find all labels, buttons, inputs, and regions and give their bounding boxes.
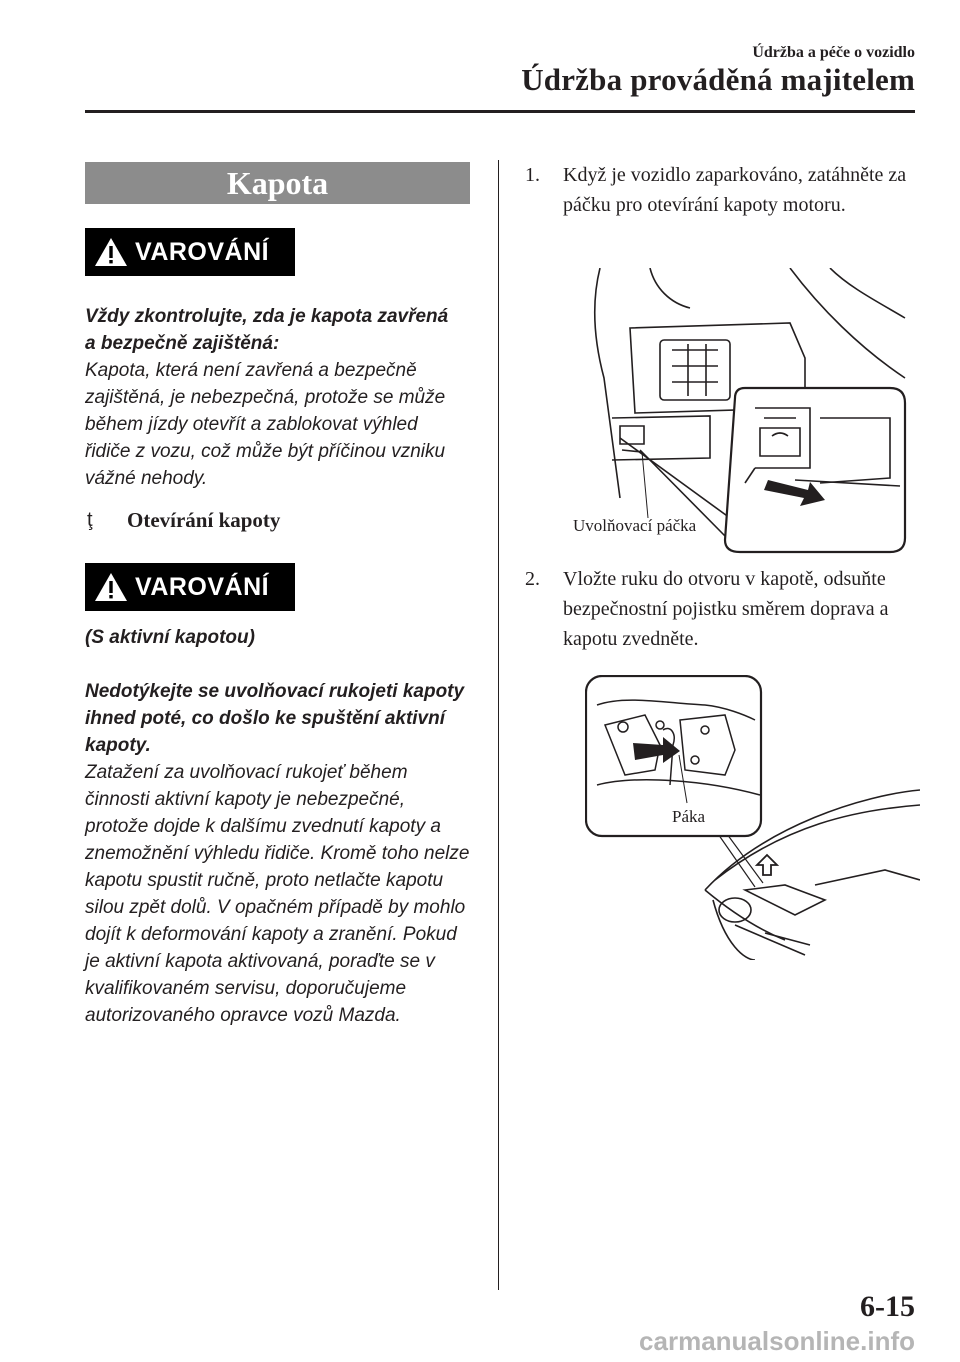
subsection-heading <box>87 508 280 533</box>
magnifier-circle <box>725 388 905 552</box>
up-arrow-icon <box>757 855 777 875</box>
figure2-label: Páka <box>672 807 706 826</box>
warning-text-1 <box>85 303 480 492</box>
subsection-title: Otevírání kapoty <box>127 508 281 532</box>
warning-condition-2: (S aktivní kapotou) <box>85 627 255 648</box>
warning-text-2 <box>85 624 480 1029</box>
section-title-bar <box>85 162 470 204</box>
watermark-footer: carmanualsonline.info <box>639 1326 915 1356</box>
step-text: Když je vozidlo zaparkováno, zatáhněte za páčku pro otevírání kapoty motoru. <box>563 164 907 216</box>
header-chapter: Údržba a péče o vozidlo <box>752 44 915 61</box>
warning-bold-2: Nedotýkejte se uvolňovací rukojeti kapoty ihned poté, co došlo ke spuštění aktivní kapoty. <box>85 681 465 756</box>
warning-body-1: Kapota, která není zavřená a bezpečně zajištěná, je nebezpečná, protože se může během jízdy otevřít a zablokovat výhled řidiče z vozu, což může být příčinou vzniku vážné nehody. <box>85 360 446 489</box>
warning-triangle-icon <box>93 571 129 603</box>
warning-label-1: VAROVÁNÍ <box>135 237 270 266</box>
step-1 <box>525 160 920 220</box>
subsection-marker: ţ <box>87 509 93 531</box>
warning-badge-1 <box>85 228 295 276</box>
step-number: 2. <box>525 568 540 590</box>
hood-latch-figure <box>585 675 920 960</box>
warning-triangle-icon <box>93 236 129 268</box>
page-number: 6-15 <box>860 1290 915 1323</box>
column-divider <box>498 160 499 1290</box>
step-text: Vložte ruku do otvoru v kapotě, odsuňte bezpečnostní pojistku směrem doprava a kapotu zvedněte. <box>563 568 889 650</box>
header-title: Údržba prováděná majitelem <box>521 62 915 97</box>
warning-label-2: VAROVÁNÍ <box>135 572 270 601</box>
step-2 <box>525 564 920 654</box>
warning-body-2: Zatažení za uvolňovací rukojeť během činnosti aktivní kapoty je nebezpečné, protože dojde k dalšímu zvednutí kapoty a znemožnění výhledu řidiče. Kromě toho nelze kapotu spustit ručně, proto netlačte kapotu silou zpět dolů. V opačném případě by mohlo dojít k deformování kapoty a zranění. Pokud je aktivní kapota aktivovaná, poraďte se v kvalifikovaném servisu, doporučujeme autorizovaného opravce vozů Mazda. <box>85 762 470 1026</box>
section-title: Kapota <box>226 164 329 201</box>
header-rule <box>85 110 915 113</box>
release-lever-figure <box>560 268 910 558</box>
warning-bold-1: Vždy zkontrolujte, zda je kapota zavřená a bezpečně zajištěná: <box>85 306 449 354</box>
figure1-label: Uvolňovací páčka <box>573 516 697 535</box>
step-number: 1. <box>525 164 540 186</box>
warning-badge-2 <box>85 563 295 611</box>
